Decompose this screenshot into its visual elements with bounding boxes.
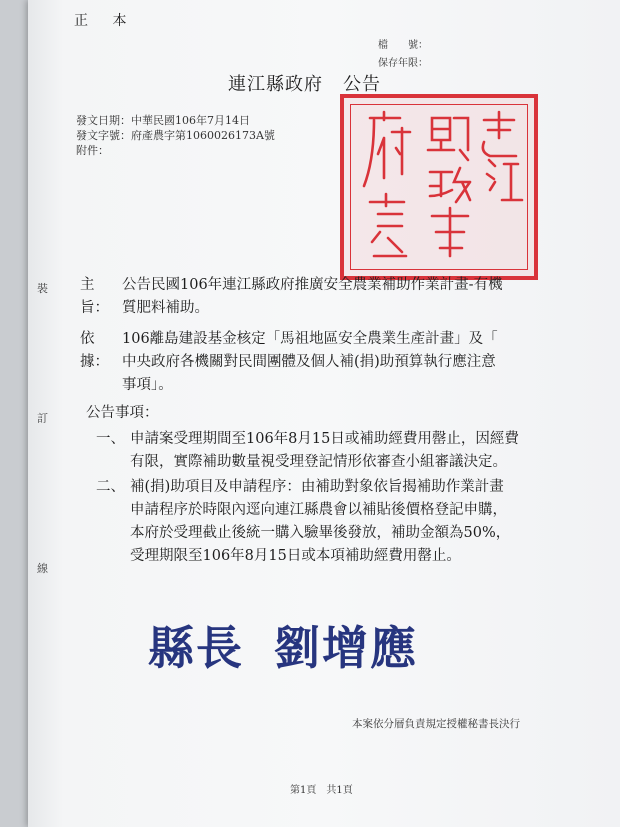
file-number-field [378,36,488,51]
notice-item-body [130,476,570,568]
notice-item-number: 一、 [96,431,125,447]
document-copy-mark: 正 本 [74,13,137,29]
page-number: 第1頁 共1頁 [290,785,353,796]
subject-body [122,274,572,320]
file-number-label: 檔 號： [378,40,428,51]
notice-line: 補(捐)助項目及申請程序：由補助對象依旨揭補助作業計畫 [130,479,504,495]
binding-mark-2: 訂 [37,412,48,425]
basis-line: 中央政府各機關對民間團體及個人補(捐)助預算執行應注意 [122,354,496,370]
issue-number: 發文字號：府產農字第1060026173A號 [76,129,275,142]
authorization-note: 本案依分層負責規定授權秘書長決行 [352,718,520,730]
document-type: 公告 [343,74,381,95]
retention-field [378,54,488,69]
subject-line: 質肥料補助。 [122,300,209,316]
official-seal [340,94,538,280]
magistrate-signature [148,612,418,678]
retention-label: 保存年限： [378,58,428,69]
basis-line: 106離島建設基金核定「馬祖地區安全農業生產計畫」及「 [122,331,498,347]
signature-title: 縣長 [148,621,244,675]
basis-line: 事項」。 [122,377,173,393]
subject-line: 公告民國106年連江縣政府推廣安全農業補助作業計畫-有機 [122,277,503,293]
binding-mark-1: 裝 [37,282,48,295]
document-header [228,70,381,96]
notice-label: 公告事項： [86,405,159,421]
notice-item-number: 二、 [96,479,125,495]
notice-item-body [130,428,570,474]
signature-name: 劉增應 [274,621,418,675]
notice-line: 本府於受理截止後統一購入驗畢後發放，補助金額為50%， [130,525,511,541]
notice-line: 有限，實際補助數量視受理登記情形依審查小組審議決定。 [130,454,507,470]
agency-name: 連江縣政府 [228,74,323,95]
basis-body [122,328,572,397]
seal-lettering [344,98,534,276]
notice-line: 受理期限至106年8月15日或本項補助經費用罄止。 [130,548,461,564]
issue-date: 發文日期：中華民國106年7月14日 [76,114,250,127]
notice-line: 申請案受理期間至106年8月15日或補助經費用罄止，因經費 [130,431,519,447]
basis-label: 依據： [80,331,109,370]
notice-line: 申請程序於時限內逕向連江縣農會以補貼後價格登記申購， [130,502,507,518]
binding-mark-3: 線 [37,562,48,575]
subject-label: 主旨： [80,277,109,316]
attachment: 附件： [76,144,109,157]
